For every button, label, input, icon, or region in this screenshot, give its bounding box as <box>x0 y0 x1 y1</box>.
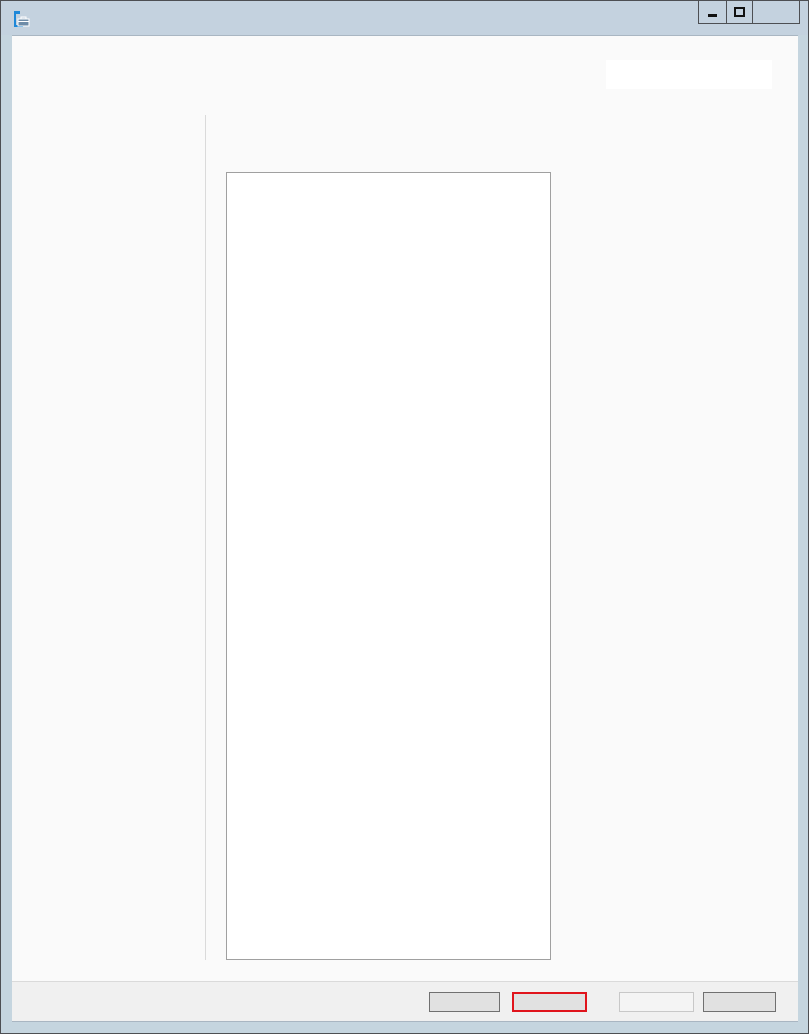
role-services-tree[interactable] <box>226 172 551 960</box>
maximize-button[interactable] <box>726 1 752 23</box>
wizard-footer <box>12 981 798 1022</box>
caption-buttons <box>698 1 800 24</box>
server-manager-icon <box>14 11 32 27</box>
previous-button[interactable] <box>429 992 500 1012</box>
maximize-icon <box>734 7 745 17</box>
title-bar[interactable] <box>1 1 808 35</box>
bottom-border <box>12 1021 798 1022</box>
client-area <box>12 35 798 982</box>
nav-separator <box>205 115 206 960</box>
cancel-button[interactable] <box>703 992 776 1012</box>
destination-server-box <box>606 60 772 89</box>
close-button[interactable] <box>752 1 799 23</box>
minimize-icon <box>708 14 717 17</box>
install-button <box>619 992 694 1012</box>
next-button[interactable] <box>512 992 587 1012</box>
minimize-button[interactable] <box>699 1 726 23</box>
